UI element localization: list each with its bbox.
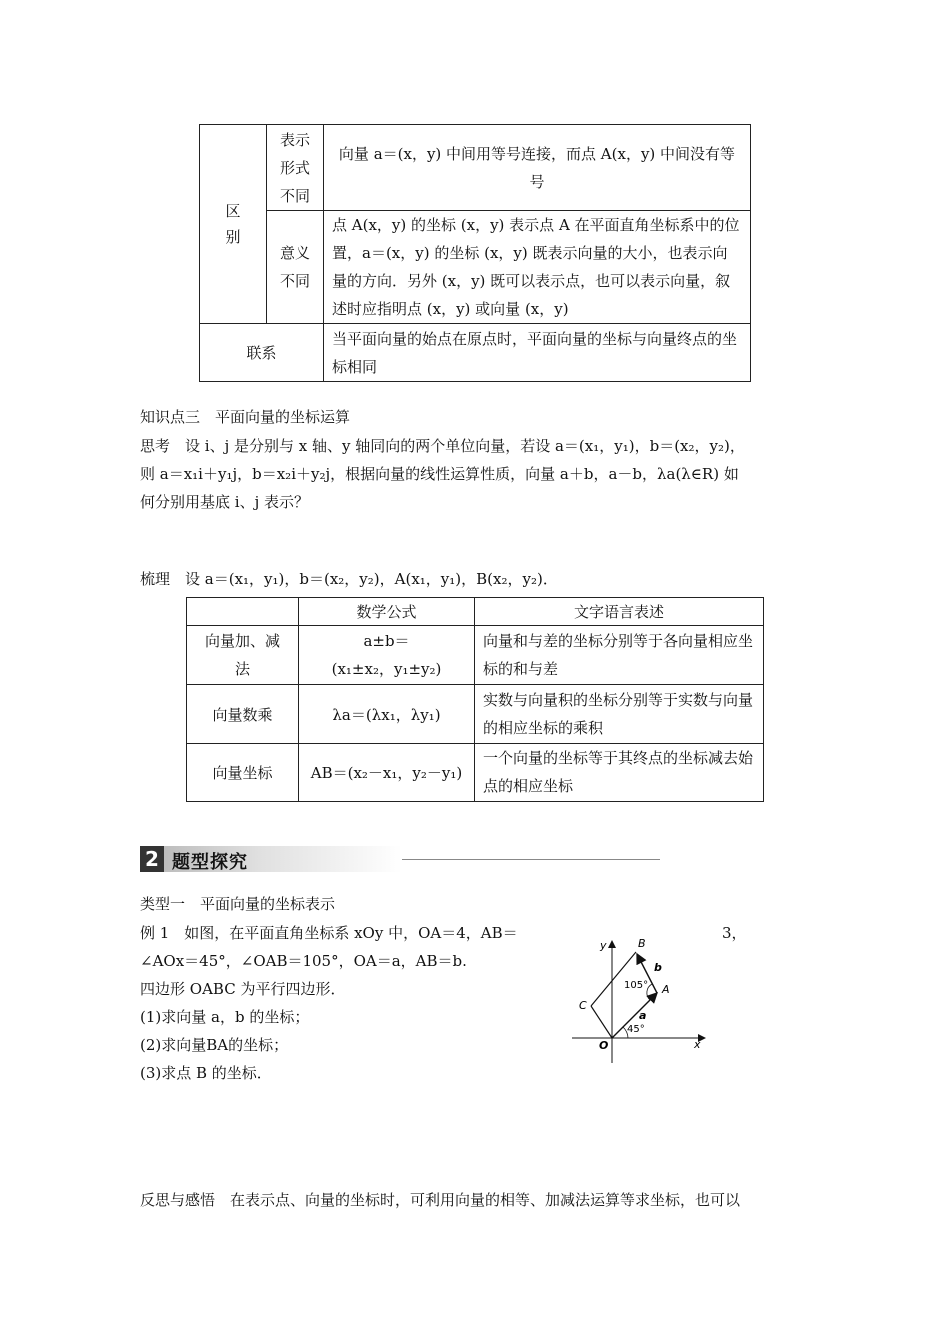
example-line-2: ∠AOx＝45°，∠OAB＝105°，OA＝a，AB＝b.: [140, 952, 467, 970]
row-scalar-formula: λa＝(λx₁，λy₁): [299, 685, 475, 743]
meaning-difference-label: 意义 不同: [267, 211, 324, 324]
summary-line: 梳理 设 a＝(x₁，y₁)，b＝(x₂，y₂)，A(x₁，y₁)，B(x₂，y₂)．: [140, 570, 558, 588]
label-vector-a: a: [639, 1009, 647, 1022]
row-add-sub-name: 向量加、减法: [187, 626, 299, 685]
section-rule: [402, 859, 660, 860]
label-angle-105: 105°: [624, 980, 649, 991]
distinction-label: 区 别: [200, 125, 267, 324]
example-line-3: 四边形 OABC 为平行四边形．: [140, 980, 346, 998]
header-description: 文字语言表述: [475, 598, 764, 626]
label-c-point: C: [579, 999, 587, 1012]
distinction-table: [199, 124, 751, 382]
section-number-badge: 2: [140, 846, 164, 872]
reflection-line: 反思与感悟 在表示点、向量的坐标时，可利用向量的相等、加减法运算等求坐标，也可以: [140, 1191, 741, 1209]
label-x: x: [694, 1038, 701, 1051]
question-2: (2)求向量BA的坐标；: [140, 1036, 289, 1054]
row-coordinate-desc: 一个向量的坐标等于其终点的坐标减去始点的相应坐标: [475, 743, 764, 801]
section-title-block: [164, 846, 402, 872]
question-1: (1)求向量 a，b 的坐标；: [140, 1008, 310, 1026]
header-empty: [187, 598, 299, 626]
section-banner: [140, 846, 520, 872]
example-line-1: 例 1 如图，在平面直角坐标系 xOy 中，OA＝4，AB＝: [140, 924, 518, 942]
type-heading: 类型一 平面向量的坐标表示: [140, 895, 336, 913]
section-heading: 知识点三 平面向量的坐标运算: [140, 408, 351, 426]
form-difference-text: 向量 a＝(x，y) 中间用等号连接，而点 A(x，y) 中间没有等号: [324, 125, 751, 211]
label-y: y: [600, 939, 607, 952]
question-3: (3)求点 B 的坐标．: [140, 1064, 272, 1082]
label-o: O: [599, 1039, 609, 1052]
think-line-3: 何分别用基底 i、j 表示？: [140, 493, 309, 511]
think-line-1: 思考 设 i、j 是分别与 x 轴、y 轴同向的两个单位向量，若设 a＝(x₁，y₁)，b＝(x₂，y₂)，: [140, 437, 745, 455]
row-scalar-name: 向量数乘: [187, 685, 299, 743]
label-b-point: B: [638, 937, 646, 950]
think-line-2: 则 a＝x₁i＋y₁j，b＝x₂i＋y₂j，根据向量的线性运算性质，向量 a＋b，a－b，λa(λ∈R) 如: [140, 465, 739, 483]
row-add-sub-desc: 向量和与差的坐标分别等于各向量相应坐标的和与差: [475, 626, 764, 685]
meaning-difference-text: 点 A(x，y) 的坐标 (x，y) 表示点 A 在平面直角坐标系中的位置，a＝(x，y) 的坐标 (x，y) 既表示向量的大小，也表示向量的方向．另外 (x，y) 既可以表示点，也可以表示向量，叙述时应指明点 (x，y) 或向量 (x，y): [324, 211, 751, 324]
example-line-1-tail: 3，: [722, 924, 747, 942]
relation-text: 当平面向量的始点在原点时，平面向量的坐标与向量终点的坐标相同: [324, 324, 751, 382]
header-formula: 数学公式: [299, 598, 475, 626]
segment-cb: [591, 952, 636, 1006]
relation-label: 联系: [200, 324, 324, 382]
row-coordinate-formula: AB＝(x₂－x₁，y₂－y₁): [299, 743, 475, 801]
form-difference-label: 表示 形式 不同: [267, 125, 324, 211]
label-a-point: A: [662, 983, 670, 996]
label-vector-b: b: [654, 961, 662, 974]
row-scalar-desc: 实数与向量积的坐标分别等于实数与向量的相应坐标的乘积: [475, 685, 764, 743]
row-coordinate-name: 向量坐标: [187, 743, 299, 801]
coordinate-operation-table: [186, 597, 764, 802]
parallelogram-figure: [570, 935, 715, 1065]
row-add-sub-formula: a±b＝ (x₁±x₂，y₁±y₂): [299, 626, 475, 685]
section-title: 题型探究: [172, 852, 248, 873]
segment-oc: [591, 1006, 612, 1038]
label-angle-45: 45°: [627, 1024, 645, 1035]
